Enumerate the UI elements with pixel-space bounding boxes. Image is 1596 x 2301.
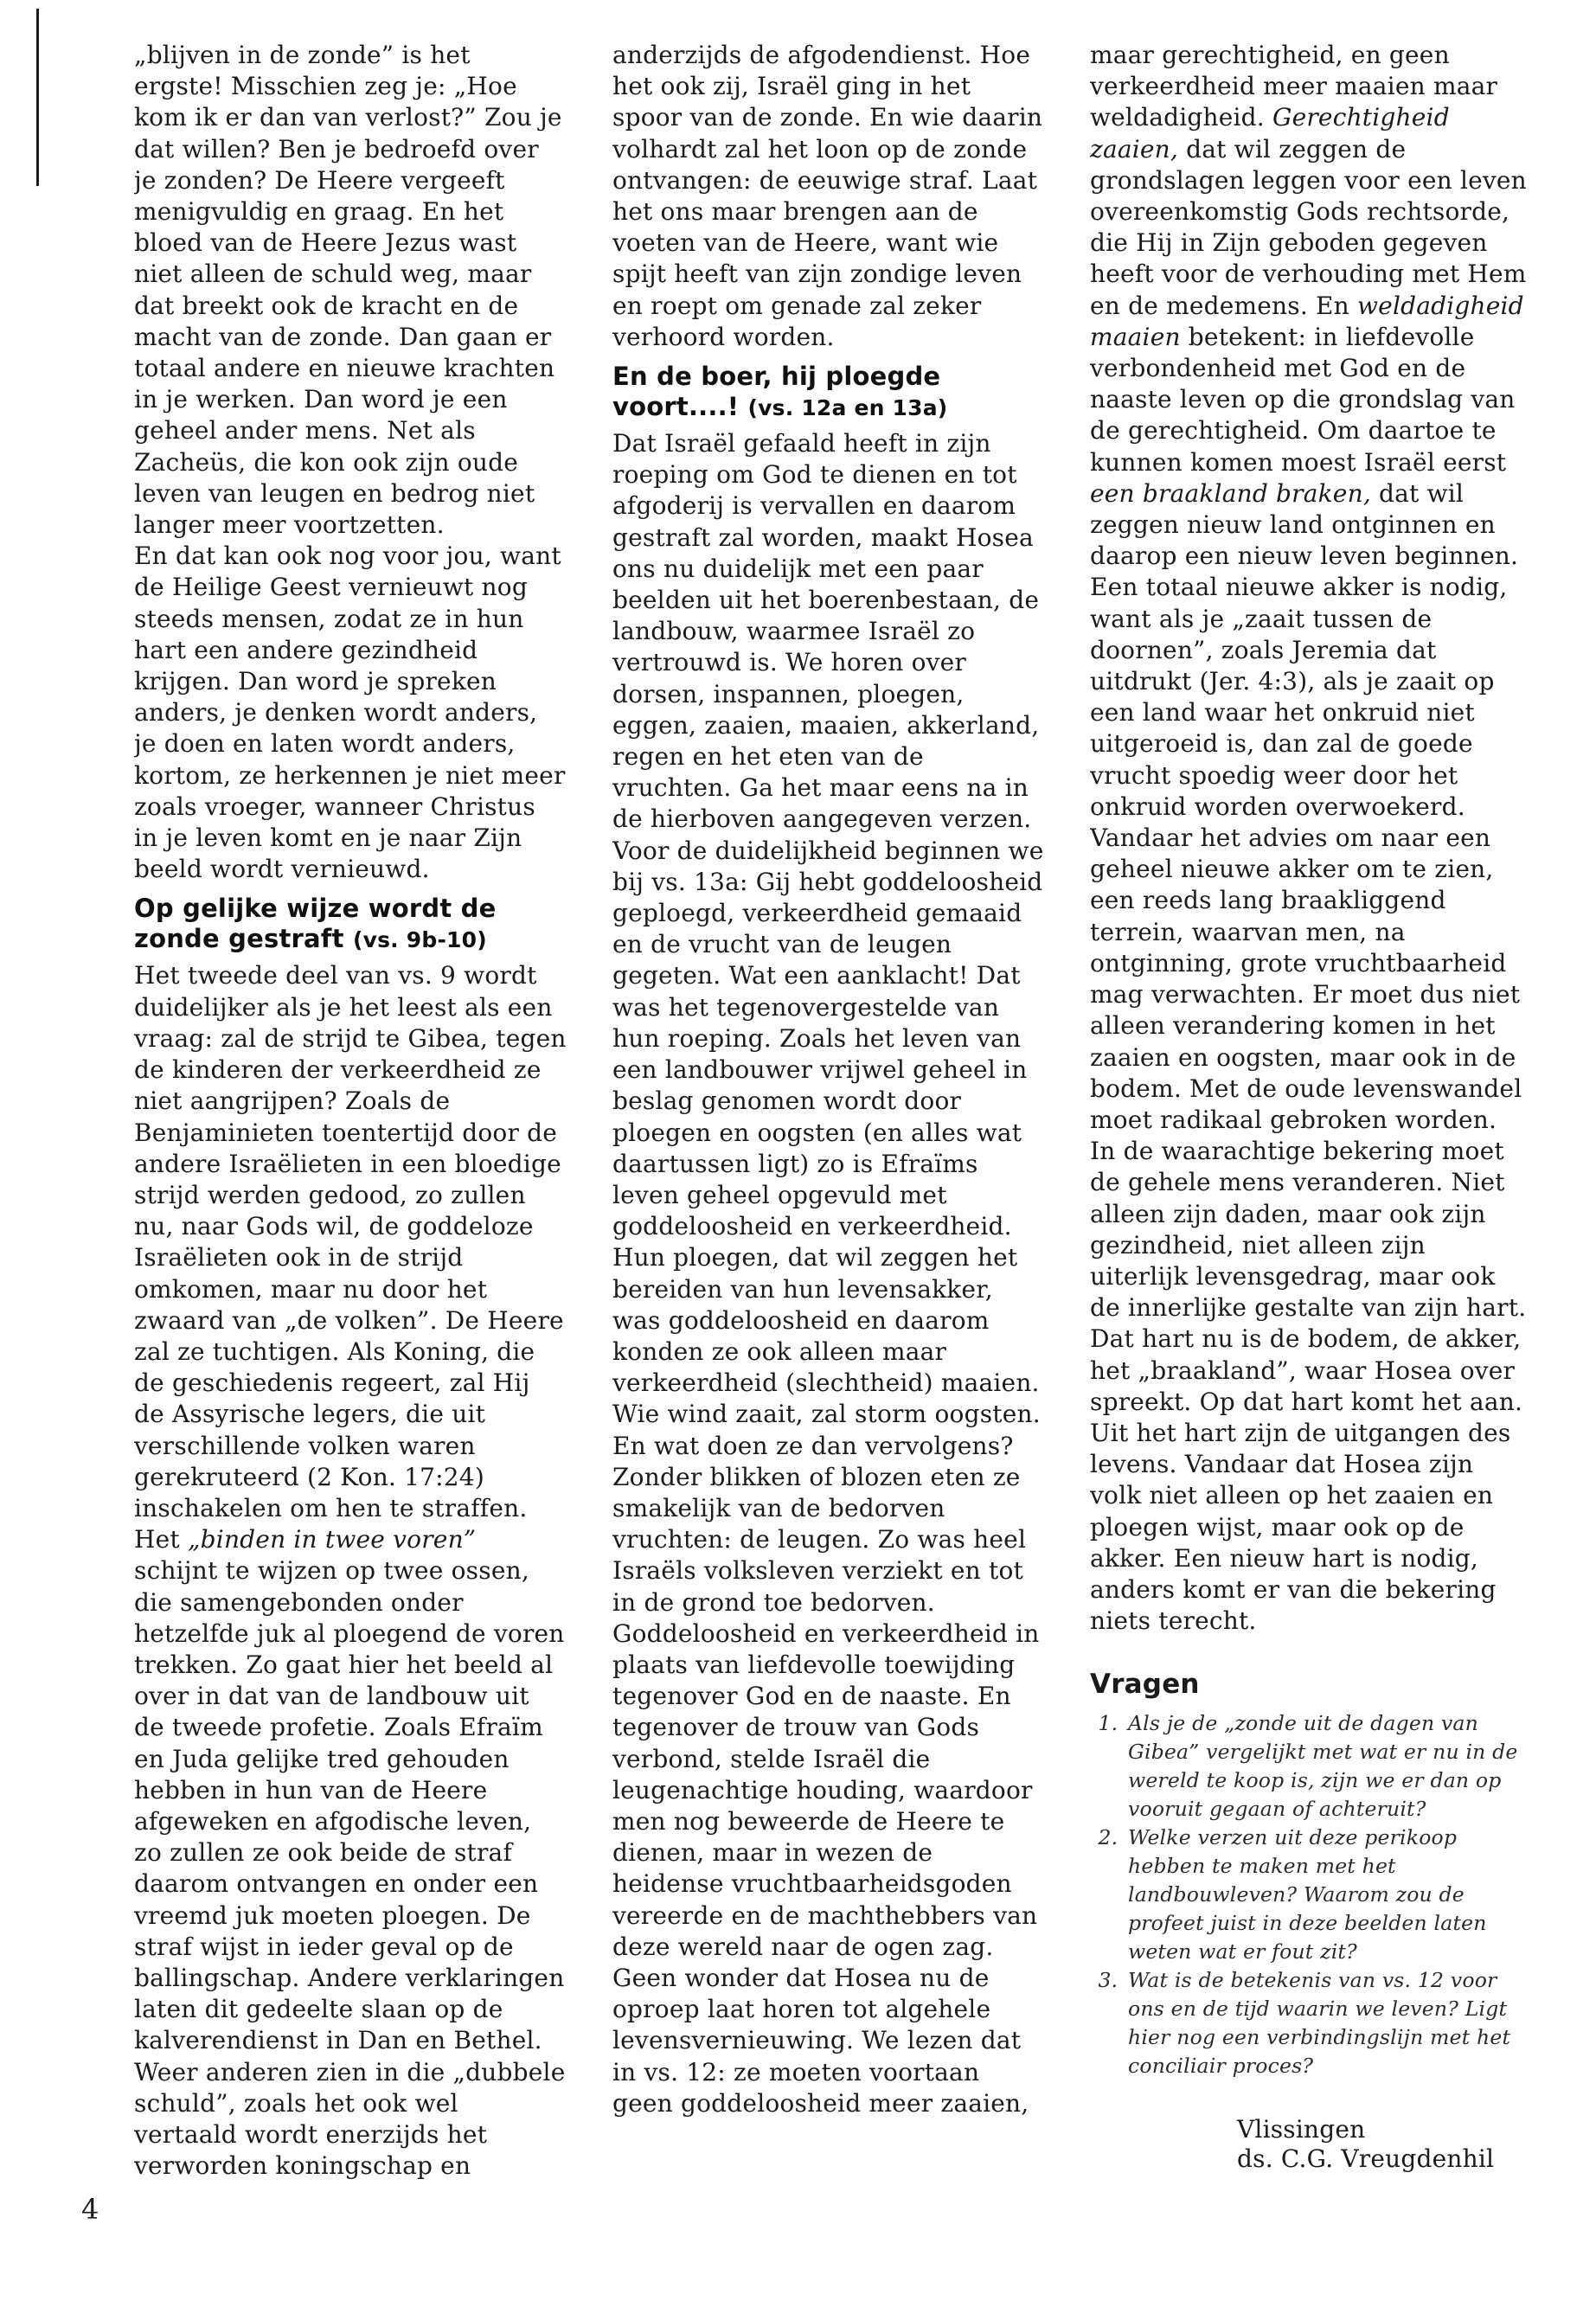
section-heading-2-text: En de boer, hij ploegde voort....! — [612, 362, 941, 422]
col1-paragraph-1: „blijven in de zonde” is het ergste! Misschien zeg je: „Hoe kom ik er dan van verlost?” Zou je dat willen? Ben je bedroefd over je zonden? De Heere vergeeft menigvuldig en graag. En het bloed van de Heere Jezus wast niet alleen de schuld weg, maar dat breekt ook de kracht en de macht van de zonde. Dan gaan er totaal andere en nieuwe krachten in je werken. Dan word je een geheel ander mens. Net als Zacheüs, die kon ook zijn oude leven van leugen en bedrog niet langer meer voortzetten. — [134, 41, 562, 540]
section-heading-1 — [134, 894, 567, 955]
question-item: 2. Welke verzen uit deze perikoop hebben te maken met het landbouwleven? Waarom zou de profeet juist in deze beelden laten weten wat er fout zit? — [1125, 1823, 1527, 1966]
col1-paragraph-2: En dat kan ook nog voor jou, want de Heilige Geest vernieuwt nog steeds mensen, zodat ze in hun hart een andere gezindheid krijgen. Dan word je spreken anders, je denken wordt anders, je doen en laten wordt anders, kortom, ze herkennen je niet meer zoals vroeger, wanneer Christus in je leven komt en je naar Zijn beeld wordt vernieuwd. — [134, 542, 566, 884]
margin-rule — [36, 9, 39, 186]
col1-p4-rest: schijnt te wijzen op twee ossen, die samengebonden onder hetzelfde juk al ploegend de voren trekken. Zo gaat hier het beeld al over in dat van de landbouw uit de tweede profetie. Zoals Efraïm en Juda gelijke tred gehouden hebben in hun van de Heere afgeweken en afgodische leven, zo zullen ze ook beide de straf daarom ontvangen en onder een vreemd juk moeten ploegen. De straf wijst in ieder geval op de ballingschap. Andere verklaringen laten dit gedeelte slaan op de kalverendienst in Dan en Bethel. Weer anderen zien in die „dubbele schuld”, zoals het ook wel vertaald wordt enerzijds het verworden koningschap en — [134, 1556, 566, 2181]
col3-p1-b: dat wil zeggen de grondslagen leggen voor een leven overeenkomstig Gods rechtsorde, die Hij in Zijn geboden gegeven heeft voor de verhouding met Hem en de medemens. En — [1090, 134, 1527, 320]
questions-title: Vragen — [1090, 1669, 1200, 1701]
col2-paragraph-2: Dat Israël gefaald heeft in zijn roeping om God te dienen en tot afgoderij is vervallen en daarom gestraft zal worden, maakt Hosea ons nu duidelijk met een paar beelden uit het boerenbestaan, de landbouw, waarmee Israël zo vertrouwd is. We horen over dorsen, inspannen, ploegen, eggen, zaaien, maaien, akkerland, regen en het eten van de vruchten. Ga het maar eens na in de hierboven aangegeven verzen. Voor de duidelijkheid beginnen we bij vs. 13a: Gij hebt goddeloosheid geploegd, verkeerdheid gemaaid en de vrucht van de leugen gegeten. Wat een aanklacht! Dat was het tegenovergestelde van hun roeping. Zoals het leven van een landbouwer vrijwel geheel in beslag genomen wordt door ploegen en oogsten (en alles wat daartussen ligt) zo is Efraïms leven geheel opgevuld met goddeloosheid en verkeerdheid. Hun ploegen, dat wil zeggen het bereiden van hun levensakker, was goddeloosheid en daarom konden ze ook alleen maar verkeerdheid (slechtheid) maaien. Wie wind zaait, zal storm oogsten. En wat doen ze dan vervolgens? Zonder blikken of blozen eten ze smakelijk van de bedorven vruchten: de leugen. Zo was heel Israëls volksleven verziekt en tot in de grond toe bedorven. Goddeloosheid en verkeerdheid in plaats van liefdevolle toewijding tegenover God en de naaste. En tegenover de trouw van Gods verbond, stelde Israël die leugenachtige houding, waardoor men nog beweerde de Heere te dienen, maar in wezen de heidense vruchtbaarheidsgoden vereerde en de machthebbers van deze wereld naar de ogen zag. — [612, 429, 1044, 1961]
col3-p1-italic-3: een braakland braken, — [1090, 478, 1371, 508]
section-heading-1-text: Op gelijke wijze wordt de zonde gestraft — [134, 894, 497, 954]
page-number: 4 — [81, 2193, 99, 2226]
column-1 — [134, 40, 567, 2263]
col3-p1-a: maar gerechtigheid, en geen verkeerdheid meer maaien maar weldadigheid. — [1090, 41, 1498, 132]
column-3 — [1090, 40, 1527, 2263]
signature-name: ds. C.G. Vreugdenhil — [1237, 2144, 1495, 2174]
question-item: 1. Als je de „zonde uit de dagen van Gibea” vergelijkt met wat er nu in de wereld te koop is, zijn we er dan op vooruit gegaan of achteruit? — [1125, 1709, 1527, 1823]
col3-paragraph-2: Een totaal nieuwe akker is nodig, want als je „zaait tussen de doornen”, zoals Jeremia dat uitdrukt (Jer. 4:3), als je zaait op een land waar het onkruid niet uitgeroeid is, dan zal de goede vrucht spoedig weer door het onkruid worden overwoekerd. Vandaar het advies om naar een geheel nieuwe akker om te zien, een reeds lang braakliggend terrein, waarvan men, na ontginning, grote vruchtbaarheid mag verwachten. Er moet dus niet alleen verandering komen in het zaaien en oogsten, maar ook in de bodem. Met de oude levenswandel moet radikaal gebroken worden. In de waarachtige bekering moet de gehele mens veranderen. Niet alleen zijn daden, maar ook zijn gezindheid, niet alleen zijn uiterlijk levensgedrag, maar ook de innerlijke gestalte van zijn hart. Dat hart nu is de bodem, de akker, het „braakland”, waar Hosea over spreekt. Op dat hart komt het aan. Uit het hart zijn de uitgangen des levens. Vandaar dat Hosea zijn volk niet alleen op het zaaien en ploegen wijst, maar ook op de akker. Een nieuw hart is nodig, anders komt er van die bekering niets terecht. — [1090, 573, 1527, 1636]
questions-list — [1090, 1709, 1527, 2080]
column-2 — [612, 40, 1045, 2263]
question-item: 3. Wat is de betekenis van vs. 12 voor ons en de tijd waarin we leven? Ligt hier nog een verbindingslijn met het conciliair proces? — [1125, 1966, 1527, 2080]
signature — [1090, 2115, 1527, 2174]
col1-p4-start: Het — [134, 1525, 188, 1554]
col3-p1-italic-2: weldadigheid maaien — [1090, 291, 1524, 351]
col1-p4-italic: „binden in twee voren” — [187, 1525, 477, 1554]
section-heading-2-ref: (vs. 12a en 13a) — [747, 395, 948, 421]
section-heading-2 — [612, 362, 1045, 423]
col1-paragraph-4 — [134, 1524, 567, 2182]
col2-paragraph-3: Geen wonder dat Hosea nu de oproep laat horen tot algehele levensvernieuwing. We lezen dat in vs. 12: ze moeten voortaan geen goddeloosheid meer zaaien, — [612, 1963, 1029, 2118]
col3-p1-italic-1: Gerechtigheid zaaien, — [1090, 103, 1450, 163]
col1-paragraph-3: Het tweede deel van vs. 9 wordt duidelijker als je het leest als een vraag: zal de strijd te Gibea, tegen de kinderen der verkeerdheid ze niet aangrijpen? Zoals de Benjaminieten toentertijd door de andere Israëlieten in een bloedige strijd werden gedood, zo zullen nu, naar Gods wil, de goddeloze Israëlieten ook in de strijd omkomen, maar nu door het zwaard van „de volken”. De Heere zal ze tuchtigen. Als Koning, die de geschiedenis regeert, zal Hij de Assyrische legers, die uit verschillende volken waren gerekruteerd (2 Kon. 17:24) inschakelen om hen te straffen. — [134, 961, 567, 1522]
section-heading-1-ref: (vs. 9b-10) — [352, 927, 487, 953]
col3-p1-c: betekent: in liefdevolle verbondenheid met God en de naaste leven op die grondslag van de gerechtigheid. Om daartoe te kunnen komen moest Israël eerst — [1090, 322, 1516, 477]
col3-paragraph-1 — [1090, 40, 1527, 572]
signature-place: Vlissingen — [1237, 2115, 1366, 2144]
col3-p1-d: dat wil zeggen nieuw land ontginnen en daarop een nieuw leven beginnen. — [1090, 478, 1519, 571]
col2-paragraph-1: anderzijds de afgodendienst. Hoe het ook zij, Israël ging in het spoor van de zonde. En wie daarin volhardt zal het loon op de zonde ontvangen: de eeuwige straf. Laat het ons maar brengen aan de voeten van de Heere, want wie spijt heeft van zijn zondige leven en roept om genade zal zeker verhoord worden. — [612, 41, 1043, 351]
